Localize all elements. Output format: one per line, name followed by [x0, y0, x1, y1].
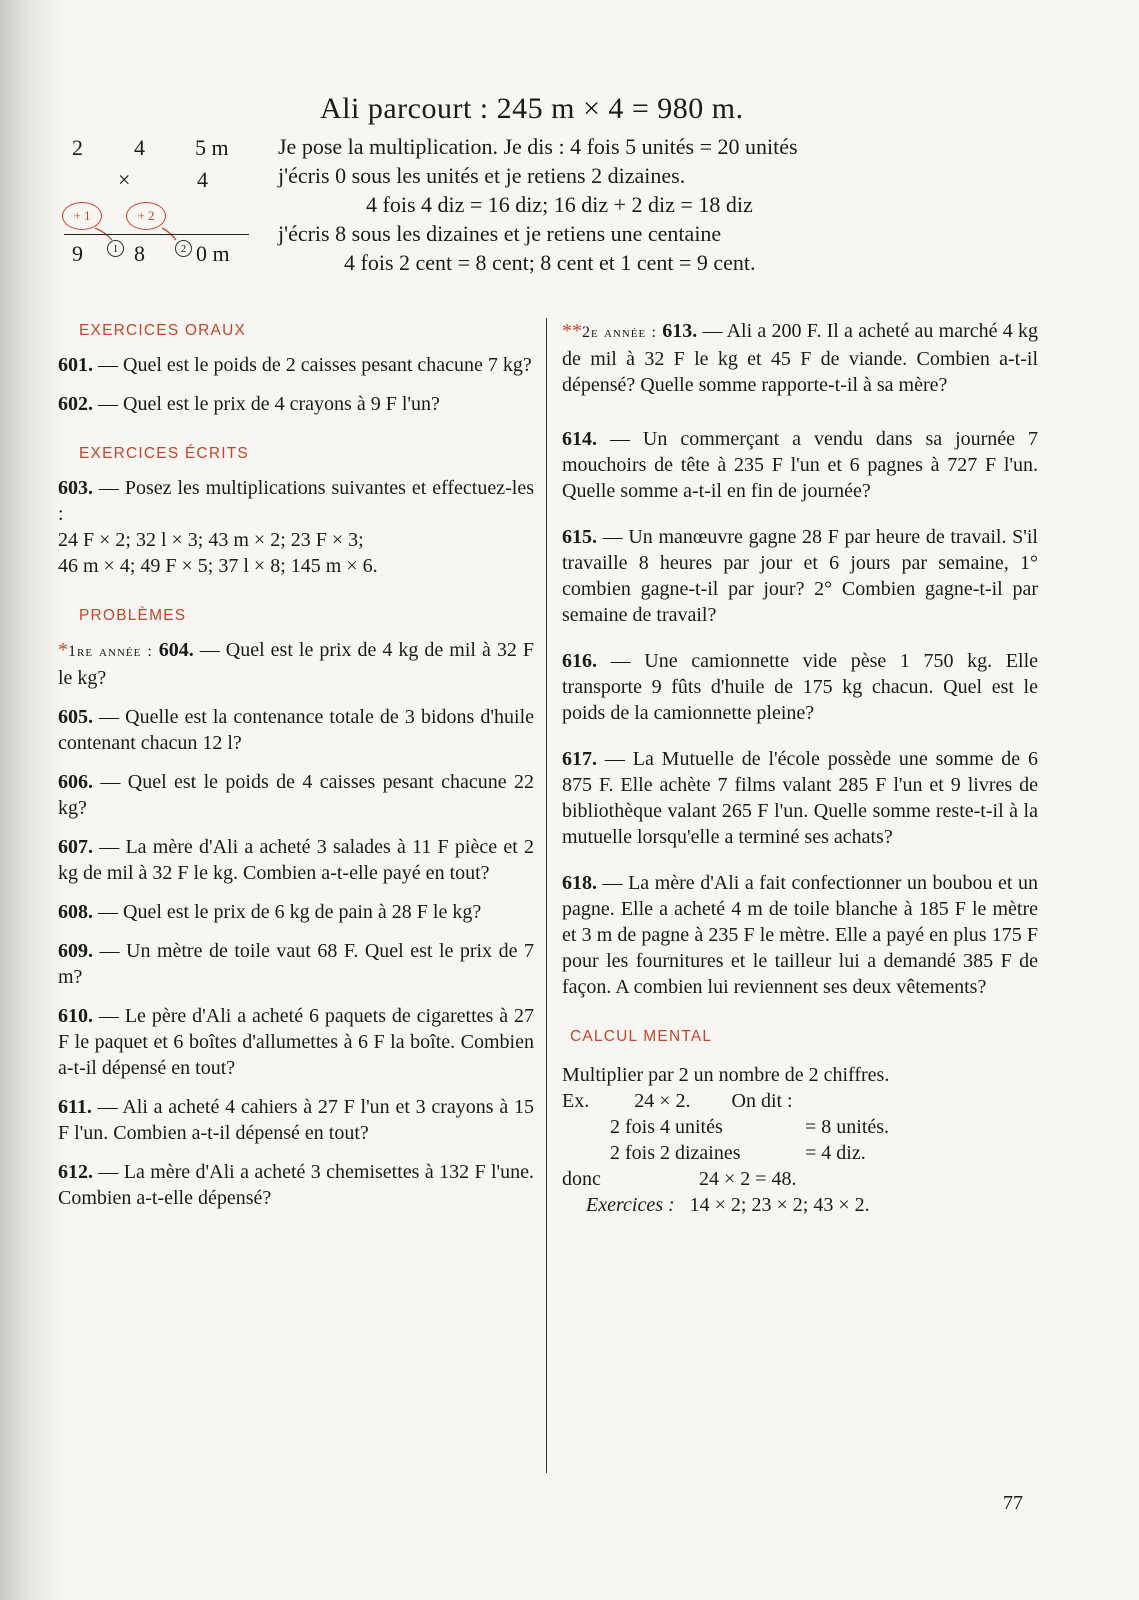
calc-digit: 4 — [134, 135, 145, 160]
mental-text: 2 fois 2 dizaines — [610, 1142, 741, 1164]
mental-example — [562, 1088, 1038, 1114]
mental-text: On dit : — [731, 1090, 793, 1112]
year-label: 1re année : — [68, 643, 159, 660]
exercise-text: — Un mètre de toile vaut 68 F. Quel est le prix de 7 m? — [58, 940, 534, 988]
exercise-601 — [58, 352, 534, 378]
page-spine-shadow — [0, 0, 62, 1600]
calc-digit: 4 — [197, 167, 208, 192]
year-label: 2e année : — [582, 324, 663, 341]
result-digit: 8 — [134, 241, 145, 266]
explain-line: 4 fois 2 cent = 8 cent; 8 cent et 1 cent = 9 cent. — [344, 250, 756, 275]
star-marker: ** — [562, 320, 582, 342]
mental-text: 24 × 2 = 48. — [699, 1168, 797, 1190]
result-digit: 0 m — [196, 241, 230, 266]
mental-exercises — [562, 1192, 1038, 1218]
exercise-text: — Un manœuvre gagne 28 F par heure de travail. S'il travaille 8 heures par jour et 6 jours par semaine, 1° combien gagne-t-il par jour? 2° Combien gagne-t-il par semaine de travail? — [562, 526, 1038, 626]
exercise-number: 603. — [58, 477, 93, 499]
explain-line: Je pose la multiplication. Je dis : 4 fois 5 unités = 20 unités — [278, 134, 798, 159]
left-column — [58, 318, 534, 1224]
column-divider — [546, 318, 547, 1473]
multiplication-explanation — [278, 132, 1038, 277]
exercise-number: 602. — [58, 393, 93, 415]
calc-digit: 2 — [72, 135, 83, 160]
multiply-sign: × — [118, 167, 131, 192]
exercise-number: 610. — [58, 1005, 93, 1027]
mental-text: Exercices : — [586, 1194, 675, 1216]
mental-intro: Multiplier par 2 un nombre de 2 chiffres. — [562, 1064, 890, 1086]
exercise-606 — [58, 769, 534, 821]
exercise-text: — Le père d'Ali a acheté 6 paquets de cigarettes à 27 F le paquet et 6 boîtes d'allumettes à 6 F la boîte. Combien a-t-il dépensé en tout? — [58, 1005, 534, 1079]
mental-text: 24 × 2. — [634, 1090, 691, 1112]
exercise-614 — [562, 426, 1038, 504]
page-number: 77 — [1003, 1492, 1023, 1514]
exercise-609 — [58, 938, 534, 990]
section-heading: CALCUL MENTAL — [570, 1028, 713, 1045]
exercise-text: — Ali a 200 F. Il a acheté au marché 4 kg de mil à 32 F le kg et 45 F de viande. Combien a-t-il dépensé? Quelle somme rapporte-t-il à sa mère? — [562, 320, 1038, 396]
exercise-610 — [58, 1003, 534, 1081]
exercise-number: 609. — [58, 940, 93, 962]
exercise-text: — La Mutuelle de l'école possède une somme de 6 875 F. Elle achète 7 films valant 285 F l'un et 9 livres de bibliothèque valant 265 F l'un. Quelle somme reste-t-il à la mutuelle lorsqu'elle a terminé ses achats? — [562, 748, 1038, 848]
result-digit: 9 — [72, 241, 83, 266]
exercise-605 — [58, 704, 534, 756]
mental-text: donc — [562, 1168, 601, 1190]
mark-1: 1 — [107, 240, 124, 257]
exercise-text: — Quelle est la contenance totale de 3 bidons d'huile contenant chacun 12 l? — [58, 706, 534, 754]
exercise-604 — [58, 637, 534, 691]
exercise-number: 617. — [562, 748, 597, 770]
mental-text: = 8 unités. — [805, 1116, 890, 1138]
exercise-617 — [562, 746, 1038, 850]
exercise-616 — [562, 648, 1038, 726]
exercise-text: — Une camionnette vide pèse 1 750 kg. Elle transporte 9 fûts d'huile de 175 kg chacun. Quel est le poids de la camionnette pleine? — [562, 650, 1038, 724]
mental-text: 14 × 2; 23 × 2; 43 × 2. — [689, 1194, 870, 1216]
exercise-615 — [562, 524, 1038, 628]
exercise-611 — [58, 1094, 534, 1146]
exercise-607 — [58, 834, 534, 886]
exercise-number: 618. — [562, 872, 597, 894]
exercise-618 — [562, 870, 1038, 1000]
exercise-text: — Quel est le prix de 4 kg de mil à 32 F le kg? — [58, 639, 534, 689]
exercise-text: — Posez les multiplications suivantes et effectuez-les : — [58, 477, 534, 525]
mark-2: 2 — [175, 240, 192, 257]
exercise-number: 616. — [562, 650, 597, 672]
mental-calculation — [562, 1062, 1038, 1218]
exercise-text: 24 F × 2; 32 l × 3; 43 m × 2; 23 F × 3; — [58, 529, 364, 551]
section-heading: EXERCICES ORAUX — [79, 322, 247, 339]
explain-line: 4 fois 4 diz = 16 diz; 16 diz + 2 diz = 18 diz — [366, 192, 753, 217]
mental-result — [562, 1166, 1038, 1192]
exercise-number: 604. — [158, 639, 194, 661]
exercise-text: — La mère d'Ali a acheté 3 salades à 11 F pièce et 2 kg de mil à 32 F le kg. Combien a-t-elle payé en tout? — [58, 836, 534, 884]
mental-text: 2 fois 4 unités — [610, 1116, 723, 1138]
explain-line: j'écris 0 sous les unités et je retiens 2 dizaines. — [278, 163, 686, 188]
calc-digit: 5 m — [195, 135, 229, 160]
mental-step — [562, 1114, 1038, 1140]
exercise-number: 605. — [58, 706, 93, 728]
carry-1: + 1 — [62, 202, 102, 230]
intro-equation: Ali parcourt : 245 m × 4 = 980 m. — [320, 92, 744, 125]
exercise-text: — Quel est le poids de 4 caisses pesant chacune 22 kg? — [58, 771, 534, 819]
exercise-text: 46 m × 4; 49 F × 5; 37 l × 8; 145 m × 6. — [58, 555, 378, 577]
exercise-602 — [58, 391, 534, 417]
right-column — [562, 318, 1038, 1218]
exercise-text: — Ali a acheté 4 cahiers à 27 F l'un et 3 crayons à 15 F l'un. Combien a-t-il dépensé en tout? — [58, 1096, 534, 1144]
exercise-number: 607. — [58, 836, 93, 858]
exercise-text: — Quel est le poids de 2 caisses pesant chacune 7 kg? — [93, 354, 532, 376]
exercise-603 — [58, 475, 534, 579]
exercise-number: 606. — [58, 771, 93, 793]
exercise-number: 613. — [662, 320, 698, 342]
exercise-number: 611. — [58, 1096, 92, 1118]
carry-2: + 2 — [126, 202, 166, 230]
section-heading: PROBLÈMES — [79, 607, 187, 624]
exercise-number: 612. — [58, 1161, 93, 1183]
exercise-text: — La mère d'Ali a acheté 3 chemisettes à 132 F l'une. Combien a-t-elle dépensé? — [58, 1161, 534, 1209]
exercise-text: — Quel est le prix de 4 crayons à 9 F l'un? — [93, 393, 440, 415]
exercise-number: 614. — [562, 428, 597, 450]
mental-text: Ex. — [562, 1090, 590, 1112]
mental-text: = 4 diz. — [805, 1142, 866, 1164]
calc-rule — [64, 234, 249, 235]
exercise-text: — La mère d'Ali a fait confectionner un boubou et un pagne. Elle a acheté 4 m de toile blanche à 185 F le mètre et 3 m de pagne à 235 F le mètre. Elle a payé en plus 175 F pour les fournitures et le tailleur lui a demandé 385 F de façon. A combien lui reviennent ses deux vêtements? — [562, 872, 1038, 998]
explain-line: j'écris 8 sous les dizaines et je retiens une centaine — [278, 221, 722, 246]
exercise-number: 601. — [58, 354, 93, 376]
section-heading: EXERCICES ÉCRITS — [79, 445, 249, 462]
exercise-613 — [562, 318, 1038, 398]
exercise-612 — [58, 1159, 534, 1211]
exercise-608 — [58, 899, 534, 925]
mental-step — [562, 1140, 1038, 1166]
star-marker: * — [58, 639, 68, 661]
exercise-number: 608. — [58, 901, 93, 923]
exercise-text: — Un commerçant a vendu dans sa journée 7 mouchoirs de tête à 235 F l'un et 6 pagnes à 727 F l'un. Quelle somme a-t-il en fin de journée? — [562, 428, 1038, 502]
exercise-text: — Quel est le prix de 6 kg de pain à 28 F le kg? — [93, 901, 482, 923]
exercise-number: 615. — [562, 526, 597, 548]
